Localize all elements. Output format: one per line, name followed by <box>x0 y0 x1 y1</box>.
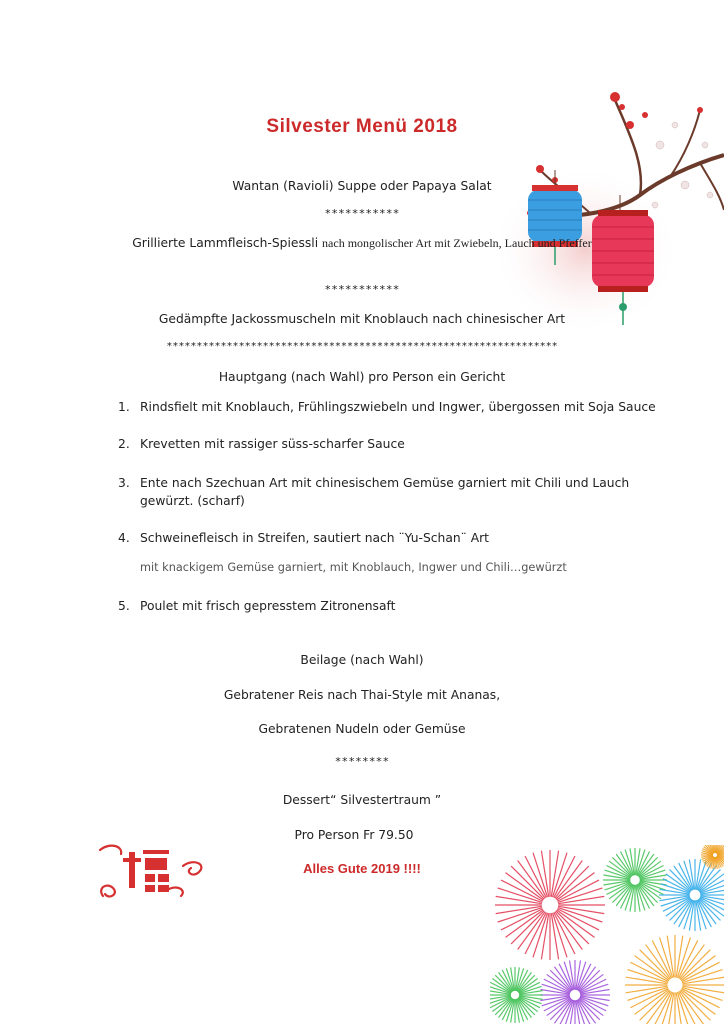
item-text: Rindsfielt mit Knoblauch, Frühlingszwiebeln und Ingwer, übergossen mit Soja Sauce <box>140 400 656 414</box>
starter-clams: Gedämpfte Jackossmuscheln mit Knoblauch nach chinesischer Art <box>158 312 566 326</box>
dessert: Dessert“ Silvestertraum ” <box>282 793 442 807</box>
separator-long: ***************************************************************** <box>166 341 558 352</box>
fu-symbol-icon <box>95 838 215 908</box>
item-number: 3. <box>118 476 130 490</box>
separator: *********** <box>324 207 400 220</box>
item-text: Ente nach Szechuan Art mit chinesischem Gemüse garniert mit Chili und Lauch <box>140 476 630 490</box>
item-number: 2. <box>118 437 130 451</box>
starter-lamb-detail: nach mongolischer Art mit Zwiebeln, Lauch und Pfeffer <box>322 236 592 250</box>
item-number: 1. <box>118 400 130 414</box>
main-item-note: mit knackigem Gemüse garniert, mit Knoblauch, Ingwer und Chili…gewürzt <box>140 561 567 574</box>
greeting: Alles Gute 2019 !!!! <box>303 861 421 876</box>
menu-title: Silvester Menü 2018 <box>266 116 458 137</box>
side-heading: Beilage (nach Wahl) <box>300 653 424 667</box>
side-option: Gebratenen Nudeln oder Gemüse <box>258 722 466 736</box>
starter-soup: Wantan (Ravioli) Suppe oder Papaya Salat <box>232 179 492 193</box>
item-text: Krevetten mit rassiger süss-scharfer Sauce <box>140 437 405 451</box>
starter-lamb <box>0 236 724 251</box>
item-number: 5. <box>118 599 130 613</box>
starter-lamb-name: Grillierte Lammfleisch-Spiessli <box>132 236 319 250</box>
item-number: 4. <box>118 531 130 545</box>
item-text: Schweinefleisch in Streifen, sautiert nach ¨Yu-Schan¨ Art <box>140 531 490 545</box>
separator: *********** <box>324 283 400 296</box>
main-item-continued: gewürzt. (scharf) <box>140 494 245 508</box>
mains-heading: Hauptgang (nach Wahl) pro Person ein Gericht <box>218 370 506 384</box>
separator: ******** <box>334 755 390 768</box>
item-text: Poulet mit frisch gepresstem Zitronensaft <box>140 599 396 613</box>
price: Pro Person Fr 79.50 <box>294 828 414 842</box>
fireworks-icon <box>490 845 724 1024</box>
side-option: Gebratener Reis nach Thai-Style mit Ananas, <box>223 688 501 702</box>
